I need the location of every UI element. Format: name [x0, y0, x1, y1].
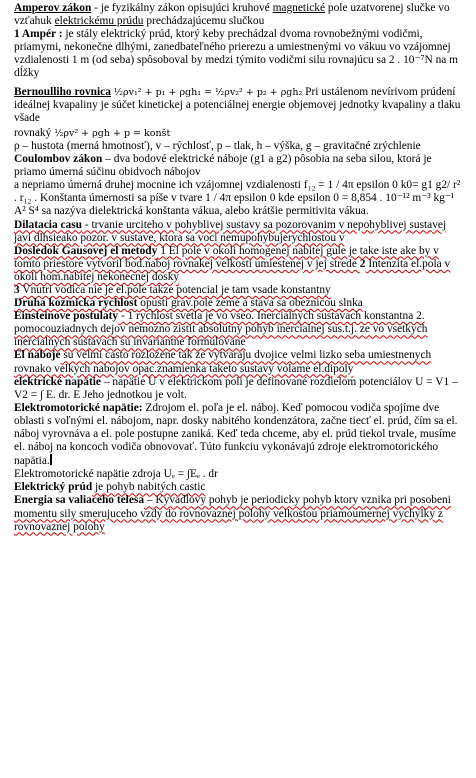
- dilatation-title: Dilatacia casu: [14, 218, 83, 231]
- voltage-paragraph: elektrické napätie – napätie U v elektrickom poli je definované rozdielom potenciálov U = V1 – V2 = ∫ E. dr. E Jeho jednotkou je volt.: [14, 375, 458, 401]
- emf-paragraph: Elektromotorické napätie: Zdrojom el. poľa je el. náboj. Keď pomocou vodiča spojíme dve oblasti s voľnými el. nábojom, napr. dosky nabitého kondenzátora, začne tiecť el. prúd, čím sa el. náboj vyrovnáva a el. pole postupne zaniká. Keď teda chceme, aby el. prúd tiekol trvale, musíme el. náboj na koncoch vodiča obnovovať. Túto funkciu vykonávajú zdroje elektromotorického napätia.: [14, 401, 458, 468]
- gauss-paragraph: Dosledok Gausovej el metody 1 El pole v okoli homogenej nabitej gule je take iste ake by v tomto priestore vytvoril bod.naboj rovnakej velkosti umiestenej v jej strede 2 Intenzita el.pola v okoli hom.nabitej nekonecnej dosky: [14, 244, 451, 283]
- gauss-title: Dosledok Gausovej el metody: [14, 244, 158, 257]
- gauss-point3: 3 Vnutri vodica nie je el.pole takze potencial je tam vsade konstantny: [14, 283, 331, 296]
- bernoulli-short-paragraph: rovnaký ½ρv² + ρgh + p = konšt: [14, 126, 171, 139]
- text-cursor: [50, 454, 52, 465]
- dilatation-paragraph: Dilatacia casu - trvanie urciteho v pohyblivej sustavy sa pozorovanim v nepohyblivej sustavej javi dlhsieako pozor. v sustave, ktora sa voci nemupohybujerychlostou v: [14, 218, 447, 244]
- einstein-title: Einsteinove postulaty: [14, 310, 119, 323]
- cosmic-velocity-paragraph: Druha kozmicka rychlost opusti grav.pole zeme a stava sa obeznicou slnka: [14, 297, 363, 310]
- document-page: [14, 2, 462, 534]
- bernoulli-legend: ρ – hustota (merná hmotnosť), v – rýchlosť, p – tlak, h – výška, g – gravitačné zrýchlenie: [14, 139, 421, 152]
- ampere-law-paragraph: Amperov zákon - je fyzikálny zákon opisujúci kruhové magnetické pole uzatvorenej slučke vo vzťahuk elektrickému prúdu prechádzajúcemu slučkou: [14, 2, 450, 28]
- ampere-unit-paragraph: 1 Ampér : je stály elektrický prúd, ktorý keby prechádzal dvoma rovnobežnými vodičmi, priamymi, nekonečne dlhými, zanedbateľného prierezu a umiestnenými vo vákuu vo vzájomnej vzdialenosti 1 m (od seba) spôsoboval by medzi týmito vodičmi silu rovnajúcu sa 2 . 10⁻⁷N na m dĺžky: [14, 28, 459, 80]
- rolling-energy-paragraph: Energia sa valiaceho telesa – Kyvadlovy pohyb je periodicky pohyb ktory vznika pri posobeni momentu sily smerujuceho vzdy do rovnovaznej polohy velkostou priamoumernej vychylky z rovnovaznej polohy: [14, 494, 451, 533]
- bernoulli-title: Bernoulliho rovnica: [14, 85, 111, 98]
- coulomb-paragraph: Coulombov zákon – dva bodové elektrické náboje (g1 a g2) pôsobia na seba silou, ktorá je priamo úmerná súčinu obidvoch nábojov: [14, 153, 432, 179]
- current-paragraph: Elektrický prúd je pohyb nabitých castic: [14, 481, 206, 494]
- bernoulli-short-formula-image: ½ρv² + ρgh + p = konšt: [54, 127, 171, 139]
- charges-title: El naboje: [14, 349, 61, 362]
- coulomb-title: Coulombov zákon: [14, 153, 103, 166]
- hyperlink[interactable]: elektrickému prúdu: [54, 15, 144, 28]
- ampere-unit-title: 1 Ampér :: [14, 28, 63, 41]
- emf-formula-line: Elektromotorické napätie zdroja Uₑ = ∫Eₑ . dr: [14, 468, 218, 481]
- rolling-energy-title: Energia sa valiaceho telesa: [14, 494, 145, 507]
- bernoulli-formula-image: ½ρv₁² + p₁ + ρgh₁ = ½ρv₂² + p₂ + ρgh₂: [113, 86, 303, 98]
- charges-paragraph: El naboje su velmi casto rozlozene tak ze vytvaraju dvojice velmi lizko seba umiestnenych rovnako velkych nabojov opac.znamienka taketo sustavy volame el.dipoly: [14, 349, 432, 375]
- emf-title: Elektromotorické napätie:: [14, 401, 143, 414]
- ampere-law-title: Amperov zákon: [14, 2, 92, 14]
- bernoulli-paragraph: Bernoulliho rovnica ½ρv₁² + p₁ + ρgh₁ = ½ρv₂² + p₂ + ρgh₂ Pri ustálenom nevírivom prúdení ideálnej kvapaliny je súčet kinetickej a potenciálnej energie objemovej jednotky kvapaliny a tlaku všade: [14, 85, 461, 124]
- voltage-title: elektrické napätie: [14, 375, 101, 388]
- einstein-paragraph: Einsteinove postulaty - 1 rychlost svetla je vo vseo. Inercialnych sustavach konstantna 2. pomocouziadnych dejov nemozno zistit absolutny pohyb inercialnej sus.t.j. ze vo vsetkych inercialnych sustavach su invariantne formulovane: [14, 310, 428, 349]
- current-title: Elektrický prúd: [14, 481, 93, 494]
- cosmic-velocity-title: Druha kozmicka rychlost: [14, 297, 138, 310]
- coulomb-constant-paragraph: a nepriamo úmerná druhej mocnine ich vzájomnej vzdialenosti f₁₂ = 1 / 4π epsilon 0 k0= g1 g2/ r² . r₁₂ . Konštanta úmernosti sa píše v tvare 1 / 4π epsilon 0 kde epsilon 0 = 8,854 . 10⁻¹² m⁻³ kg⁻¹ A² S⁴ sa nazýva dielektrická konštanta vákua, alebo krátšie permitivita vákua.: [14, 179, 461, 218]
